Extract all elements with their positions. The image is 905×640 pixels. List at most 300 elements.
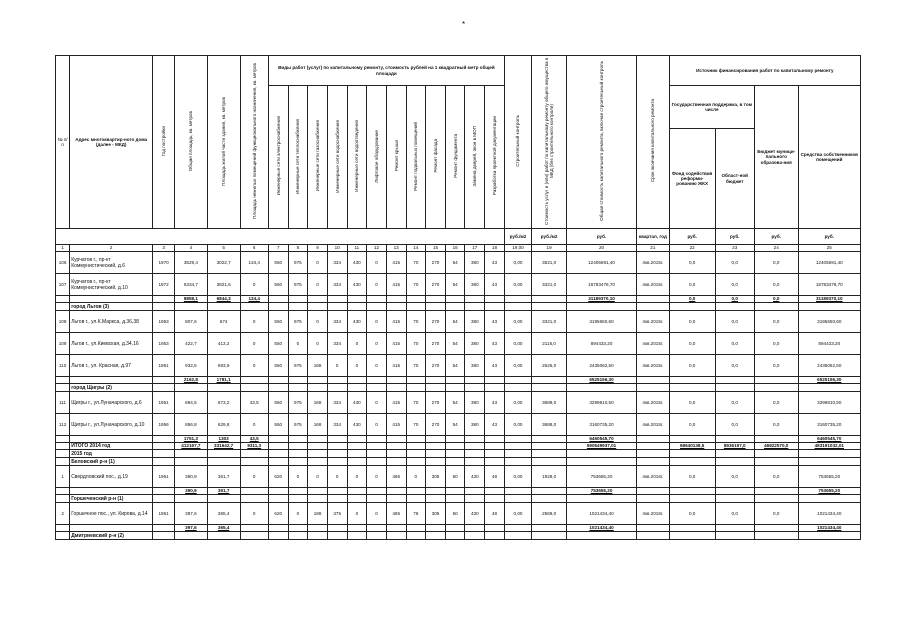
table-cell: 0 [288,333,308,355]
empty-cell [153,495,175,503]
empty-cell [504,384,531,392]
column-number-cell: 4 [175,245,208,252]
total-row [56,443,861,450]
empty-cell [445,450,465,458]
empty-cell [288,458,308,466]
empty-cell [175,495,208,503]
empty-cell [240,303,268,311]
table-cell: 1303 [207,436,240,443]
row-spacer-cell [56,384,70,392]
table-cell: 60 [445,466,465,488]
table-cell [636,436,669,443]
column-number-cell: 17 [465,245,485,252]
unit-cell: руб. [715,229,754,245]
empty-cell [367,532,387,540]
empty-cell [327,495,347,503]
column-number-cell: 10 [327,245,347,252]
column-number-cell: 14 [406,245,426,252]
table-cell: 0,0 [754,333,798,355]
table-cell: 2 [56,503,70,525]
table-cell [669,488,715,495]
total-row [56,377,861,384]
table-cell: 43 [485,274,505,296]
table-cell: 415 [386,414,406,436]
table-cell: 5334,7 [175,274,208,296]
empty-cell [175,450,208,458]
table-cell: 1021434,40 [567,503,637,525]
table-cell: 43 [485,392,505,414]
table-cell: 0,0 [715,252,754,274]
header-num: № п/п [56,56,70,229]
table-cell: 3521,0 [532,252,567,274]
table-cell: 856,8 [175,414,208,436]
empty-cell [445,532,465,540]
table-cell: 0,0 [669,414,715,436]
table-cell: 43 [485,252,505,274]
table-cell: 975 [288,274,308,296]
empty-cell [445,458,465,466]
table-cell: 1751,3 [175,436,208,443]
table-cell: 0 [308,311,328,333]
table-cell: 1961 [153,355,175,377]
table-cell: 550 [268,355,288,377]
table-cell: 2116,0 [532,333,567,355]
table-cell: 1021434,40 [798,525,860,532]
table-cell: 674 [207,311,240,333]
table-cell: 3321,0 [532,274,567,296]
table-cell [56,525,70,532]
table-cell: 693,9 [207,355,240,377]
table-cell: 1972 [153,274,175,296]
table-cell: 270 [426,274,446,296]
table-cell [532,377,567,384]
column-number-cell: 2 [70,245,153,252]
table-cell [504,377,531,384]
table-cell [56,436,70,443]
empty-cell [465,495,485,503]
table-cell: 550 [268,333,288,355]
table-cell [56,296,70,303]
table-cell: 9311,3 [240,443,268,450]
table-cell: 6460545,70 [798,436,860,443]
empty-cell [485,384,505,392]
table-cell [445,525,465,532]
empty-cell [406,384,426,392]
row-spacer-cell [56,458,70,466]
table-cell: 54 [445,311,465,333]
table-cell [504,525,531,532]
table-cell [240,525,268,532]
address-cell: ИТОГО 2014 год [70,443,153,450]
table-cell [406,436,426,443]
table-cell [268,377,288,384]
header-finance-group: Источник финансирования работ по капитальному ремонту [669,56,860,86]
table-cell: 975 [288,252,308,274]
table-cell [445,488,465,495]
header-regional: Област-ной бюджет [715,129,754,229]
empty-cell [465,450,485,458]
table-cell [485,296,505,303]
table-cell: 134,4 [240,252,268,274]
table-cell: 70 [406,392,426,414]
table-cell [367,436,387,443]
table-cell [288,443,308,450]
table-cell: 465 [386,503,406,525]
table-cell: 0,0 [669,252,715,274]
header-address: Адрес многоквартир-ного дома (далее - МКД) [70,56,153,229]
table-cell: 3195650,60 [798,311,860,333]
empty-cell [288,495,308,503]
table-cell: 0 [327,466,347,488]
empty-cell [567,303,637,311]
column-number-cell: 19,00 [504,245,531,252]
empty-cell [636,532,669,540]
table-cell: 413,2 [207,333,240,355]
empty-cell [240,384,268,392]
table-cell [406,488,426,495]
table-cell: 975 [288,414,308,436]
table-row [56,355,861,377]
table-cell: 6525156,30 [567,377,637,384]
table-cell [504,488,531,495]
table-cell [754,436,798,443]
table-cell: 753655,20 [798,466,860,488]
table-cell: 4кв.2015г. [636,333,669,355]
table-cell: 4кв.2015г. [636,392,669,414]
column-number-cell: 7 [268,245,288,252]
table-cell [504,443,531,450]
table-cell: 54 [445,392,465,414]
unit-cell: квартал, год [636,229,669,245]
column-number-cell: 19 [532,245,567,252]
table-cell: 305 [426,466,446,488]
table-cell: 334 [327,274,347,296]
table-cell: 0 [367,274,387,296]
table-cell: 3689,0 [532,392,567,414]
table-cell: 168 [308,355,328,377]
table-cell: 0,0 [715,274,754,296]
table-cell: 0,0 [669,355,715,377]
table-cell: 0,0 [669,296,715,303]
table-cell [347,377,367,384]
table-cell [504,296,531,303]
table-cell [347,436,367,443]
empty-cell [445,303,465,311]
empty-cell [207,495,240,503]
empty-cell [465,384,485,392]
table-cell [268,443,288,450]
empty-cell [636,450,669,458]
table-cell: 0 [347,333,367,355]
column-number-cell: 8 [288,245,308,252]
empty-cell [367,450,387,458]
table-cell [386,377,406,384]
table-cell: 2162,8 [175,377,208,384]
table-cell: 305 [426,503,446,525]
table-cell: 415 [386,392,406,414]
table-cell [465,525,485,532]
empty-cell [754,532,798,540]
table-cell: 168 [308,414,328,436]
section-label: Дмитриевский р-н (2) [70,532,153,540]
table-cell: 390,9 [175,488,208,495]
table-cell [465,443,485,450]
header-nonresidential-area: Площадь нежилых помещений функционального назначения, кв. метров [240,56,268,229]
table-cell: 0 [406,466,426,488]
empty-cell [669,458,715,466]
table-cell: 3160735,20 [798,414,860,436]
empty-cell [153,532,175,540]
table-cell [308,488,328,495]
table-cell: 0 [367,355,387,377]
total-row [56,296,861,303]
empty-cell [485,450,505,458]
column-number-cell: 9 [308,245,328,252]
table-cell [308,525,328,532]
empty-cell [175,458,208,466]
empty-cell [288,303,308,311]
empty-cell [308,450,328,458]
table-cell: 1953 [153,333,175,355]
table-cell: 0 [240,355,268,377]
table-cell [327,488,347,495]
unit-cell: руб./м2 [504,229,531,245]
empty-cell [798,450,860,458]
header-works-group: Виды работ (услуг) по капитальному ремонту, стоимость рублей на 1 квадратный метр общей площади [268,56,504,86]
empty-cell [386,532,406,540]
section-row [56,458,861,466]
header-work-2: Инженерные сети газоснабжения [308,86,328,229]
table-cell: 375 [327,503,347,525]
table-cell: 465 [386,466,406,488]
empty-cell [308,532,328,540]
table-cell: 54 [445,414,465,436]
empty-cell [207,450,240,458]
empty-cell [636,495,669,503]
table-row [56,503,861,525]
table-cell: 12405691,40 [567,252,637,274]
table-cell: 0,0 [715,392,754,414]
table-cell: 0,00 [504,355,531,377]
table-cell: 270 [426,392,446,414]
table-cell [485,488,505,495]
empty-cell [485,458,505,466]
empty-cell [485,303,505,311]
empty-cell [715,450,754,458]
empty-cell [327,532,347,540]
table-cell: 334 [327,333,347,355]
table-cell: 43 [485,311,505,333]
header-work-7: Ремонт подвальных помещений [406,86,426,229]
table-cell: 0 [367,503,387,525]
table-cell: 78 [406,503,426,525]
empty-cell [532,384,567,392]
table-cell: 0 [308,466,328,488]
section-row [56,303,861,311]
table-cell [367,525,387,532]
empty-cell [367,303,387,311]
empty-cell [567,384,637,392]
table-cell: 422,7 [175,333,208,355]
empty-cell [406,450,426,458]
table-cell [56,488,70,495]
table-cell [56,443,70,450]
table-cell: 397,6 [175,525,208,532]
address-cell: Щигры г., ул.Луначарского, д.10 [70,414,153,436]
empty-cell [754,495,798,503]
table-cell [669,377,715,384]
empty-cell [465,532,485,540]
empty-cell [386,303,406,311]
column-number-cell: 5 [207,245,240,252]
empty-cell [386,458,406,466]
table-cell: 0,00 [504,503,531,525]
table-cell [347,443,367,450]
empty-cell [288,532,308,540]
empty-cell [532,495,567,503]
table-cell: 0,00 [504,333,531,355]
table-cell: 807,6 [175,311,208,333]
header-construction-control: Строительный контроль [504,56,531,229]
table-cell: 0 [347,503,367,525]
unit-cell: руб./м2 [532,229,567,245]
table-cell [240,377,268,384]
table-cell [465,436,485,443]
column-number-cell: 24 [754,245,798,252]
table-cell: 108 [56,311,70,333]
column-number-cell: 25 [798,245,860,252]
empty-cell [636,303,669,311]
total-row [56,488,861,495]
table-cell [532,488,567,495]
table-cell [669,436,715,443]
table-cell: 31189370,10 [798,296,860,303]
table-cell: 6460545,70 [567,436,637,443]
table-cell: 894433,20 [798,333,860,355]
table-cell: 0 [367,311,387,333]
empty-cell [532,450,567,458]
table-cell [715,436,754,443]
table-cell [715,488,754,495]
table-cell: 0,0 [754,355,798,377]
empty-cell [798,384,860,392]
column-number-cell: 23 [715,245,754,252]
table-cell: 54 [445,274,465,296]
empty-cell [308,495,328,503]
table-cell: 0,0 [669,466,715,488]
column-number-cell: 16 [445,245,465,252]
empty-cell [327,458,347,466]
table-cell [327,525,347,532]
empty-cell [327,450,347,458]
empty-cell [426,303,446,311]
empty-cell [798,532,860,540]
empty-cell [715,458,754,466]
empty-cell [669,303,715,311]
empty-cell [754,458,798,466]
table-cell: 0 [240,466,268,488]
address-cell [70,488,153,495]
table-cell: 483191032,01 [798,443,860,450]
table-cell: 334 [327,252,347,274]
table-cell: 0,00 [504,392,531,414]
table-cell: 365,4 [207,525,240,532]
table-cell: 397,6 [175,503,208,525]
empty-cell [175,532,208,540]
empty-cell [715,495,754,503]
empty-cell [445,495,465,503]
table-cell: 753655,20 [567,488,637,495]
table-cell: 380 [465,333,485,355]
table-cell [445,296,465,303]
table-cell [268,525,288,532]
empty-cell [268,303,288,311]
empty-cell [636,458,669,466]
table-cell [426,443,446,450]
table-cell: 1021434,40 [798,503,860,525]
table-cell: 390,9 [175,466,208,488]
table-cell [288,525,308,532]
header-cost-per-m2: Стоимость услуг и (или) работ по капитальному ремонту общего имущества в МКД (без строительного контроля) [532,56,567,229]
table-row [56,414,861,436]
table-cell: 3022,7 [207,252,240,274]
table-cell: 430 [465,503,485,525]
table-cell: 0 [347,355,367,377]
table-cell [406,443,426,450]
table-cell: 0,0 [669,392,715,414]
empty-cell [567,495,637,503]
table-row [56,311,861,333]
section-row [56,532,861,540]
address-cell: Льгов г., ул.К.Маркса, д.36,38 [70,311,153,333]
header-total-cost: Общая стоимость капитального ремонта, включая строительный контроль [567,56,637,229]
table-cell [754,488,798,495]
table-cell: 0,00 [504,414,531,436]
table-cell: 894433,20 [567,333,637,355]
empty-cell [504,495,531,503]
row-spacer-cell [56,303,70,311]
empty-cell [754,384,798,392]
table-cell [445,377,465,384]
table-cell [386,488,406,495]
table-cell: 1781,1 [207,377,240,384]
table-cell: 1951 [153,392,175,414]
table-cell: 107 [56,274,70,296]
header-living-area: Площадь жилой части здания, кв. метров [207,56,240,229]
table-cell: 111 [56,392,70,414]
table-cell [153,436,175,443]
table-cell: 70 [406,274,426,296]
empty-cell [754,303,798,311]
table-cell: 430 [347,392,367,414]
table-cell: 3529,4 [175,252,208,274]
table-cell: 590549937,01 [567,443,637,450]
table-cell: 0,0 [754,466,798,488]
table-cell [532,436,567,443]
header-municipal: Бюджет муници-пального образова-ния [754,86,798,229]
table-cell: 334 [327,414,347,436]
table-cell: 4кв.2015г. [636,414,669,436]
table-cell [386,525,406,532]
table-cell: 0,00 [504,274,531,296]
table-cell: 0,0 [754,252,798,274]
table-cell: 0 [240,414,268,436]
table-cell [153,296,175,303]
table-cell: 380 [465,392,485,414]
table-cell [288,296,308,303]
table-cell [532,296,567,303]
empty-cell [406,303,426,311]
